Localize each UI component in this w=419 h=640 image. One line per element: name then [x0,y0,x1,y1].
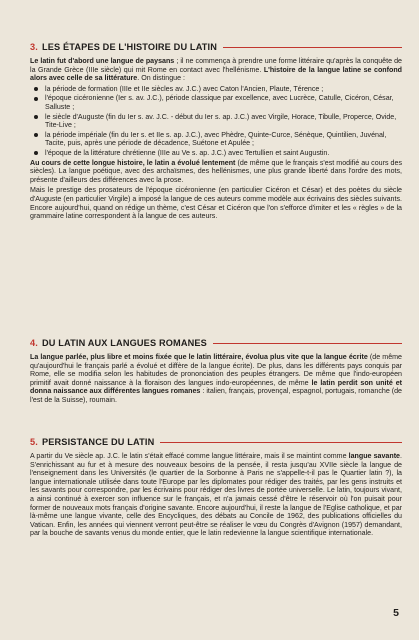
section-title: DU LATIN AUX LANGUES ROMANES [41,338,207,348]
section-etapes [30,42,402,223]
text-run: . S'enrichissant au fur et à mesure des nouveaux besoins de la pensée, il resta jusqu'au XVIIe siècle la langue de l'enseignement dans les Universités (le quartier de la Sorbonne à Paris ne s'appelle-t-il pas le Quartier latin ?), la langue internationale utilisée dans toute l'Europe par les diplomates pour rédiger des traités, par les gens instruits et les savants pour correspondre, par les écrivains pour rédiger des livres de portée universelle. Le latin, toujours vivant, a ainsi continué à exercer son influence sur le français, et n'a jamais cessé d'être le réservoir où l'on puisait pour former de nouveaux mots français d'origine savante. Encore aujourd'hui, il reste la langue de l'Eglise catholique, et par là-même une langue vivante, celle des Encycliques, des débats au Concile de 1962, des publications officielles du Vatican. Enfin, les années qui viennent verront peut-être se réaliser le vœu du Congrès d'Avignon (1957) demandant, par la bouche de savants venus du monde entier, que le latin redevienne la langue scientifique internationale. [30,452,402,538]
heading-rule [160,442,402,443]
bold-phrase: L'histoire de la langue latine se confond alors avec celle de sa littérature [30,65,402,83]
list-item: l'époque cicéronienne (Ier s. av. J.C.), période classique par excellence, avec Lucrèce, Catulle, Cicéron, César, Salluste ; [30,94,402,111]
text-run: (de même que le français s'est modifié au cours des siècles). La langue poétique, avec des archaïsmes, des hellénismes, une plus grande liberté dans l'ordre des mots, présente d'ailleurs des différences avec la prose. [30,158,402,184]
section-heading [30,42,402,52]
bold-phrase: Au cours de cette longue histoire, le latin a évolué lentement [30,158,236,167]
persistance-paragraph [30,452,402,538]
bold-phrase: langue savante [348,452,401,460]
text-run: . On distingue : [137,74,185,83]
section-heading [30,437,402,447]
intro-paragraph [30,57,402,83]
bullet-icon [34,133,38,137]
bullet-icon [34,115,38,119]
romance-paragraph [30,353,402,405]
text-run: : italien, français, provençal, espagnol, portugais, romanche (de l'est de la Suisse), roumain. [30,387,403,404]
list-item: la période de formation (IIIe et IIe siècles av. J.C.) avec Caton l'Ancien, Plaute, Térence ; [30,85,402,94]
heading-rule [213,343,402,344]
list-item: l'époque de la littérature chrétienne (IIIe au Ve s. ap. J.C.) avec Tertullien et saint Augustin. [30,149,402,158]
bold-phrase: Le latin fut d'abord une langue de paysans [30,57,175,65]
section-number: 3. [30,42,38,52]
section-number: 4. [30,338,38,348]
bullet-icon [34,151,38,155]
section-heading [30,338,402,348]
prestige-paragraph: Mais le prestige des prosateurs de l'époque cicéronienne (en particulier Cicéron et César) et des poètes du siècle d'Auguste (en particulier Virgile) a imposé la langue de ces auteurs comme modèle aux écrivains des siècles suivants. Encore aujourd'hui, quand on rédige un thème, c'est César et Cicéron que l'on s'efforce d'imiter et les « règles » de la grammaire latine correspondent à la langue de ces auteurs. [30,186,402,221]
bullet-icon [34,87,38,91]
list-item: le siècle d'Auguste (fin du Ier s. av. J.C. - début du Ier s. ap. J.C.) avec Virgile, Horace, Tibulle, Properce, Ovide, Tite-Live ; [30,113,402,130]
list-item: la période impériale (fin du Ier s. et IIe s. ap. J.C.), avec Phèdre, Quinte-Curce, Sénèque, Quintilien, Juvénal, Tacite, puis, après une période de décadence, Suétone et Apulée ; [30,131,402,148]
heading-rule [223,47,402,48]
page-number: 5 [393,607,399,619]
text-run: (de même qu'aujourd'hui le français parlé a évolué et diffère de la langue écrite). De plus, dans les différents pays conquis par Rome, elle se modifia selon les habitudes de prononciation des peuples étrangers. De même que l'indo-européen primitif avait donné naissance à la floraison des langues indo-européennes, de même [30,353,403,387]
section-number: 5. [30,437,38,447]
section-langues-romanes [30,338,402,407]
section-title: LES ÉTAPES DE L'HISTOIRE DU LATIN [41,42,218,52]
evolution-paragraph [30,159,402,185]
section-title: PERSISTANCE DU LATIN [41,437,155,447]
bold-phrase: La langue parlée, plus libre et moins fixée que le latin littéraire, évolua plus vite que la langue écrite [30,353,368,361]
text-run: A partir du Ve siècle ap. J.C. le latin s'était effacé comme langue littéraire, mais il se maintint comme [30,452,349,460]
bold-phrase: le latin perdit son unité et donna naissance aux différentes langues romanes [30,378,403,396]
period-list [30,85,402,158]
bullet-icon [34,97,38,101]
text-run: ; il ne commença à prendre une forme littéraire qu'après la conquête de la Grande Grèce (IIIe siècle) qui mit Rome en contact avec l'hellénisme. [30,57,402,74]
section-persistance [30,437,402,540]
